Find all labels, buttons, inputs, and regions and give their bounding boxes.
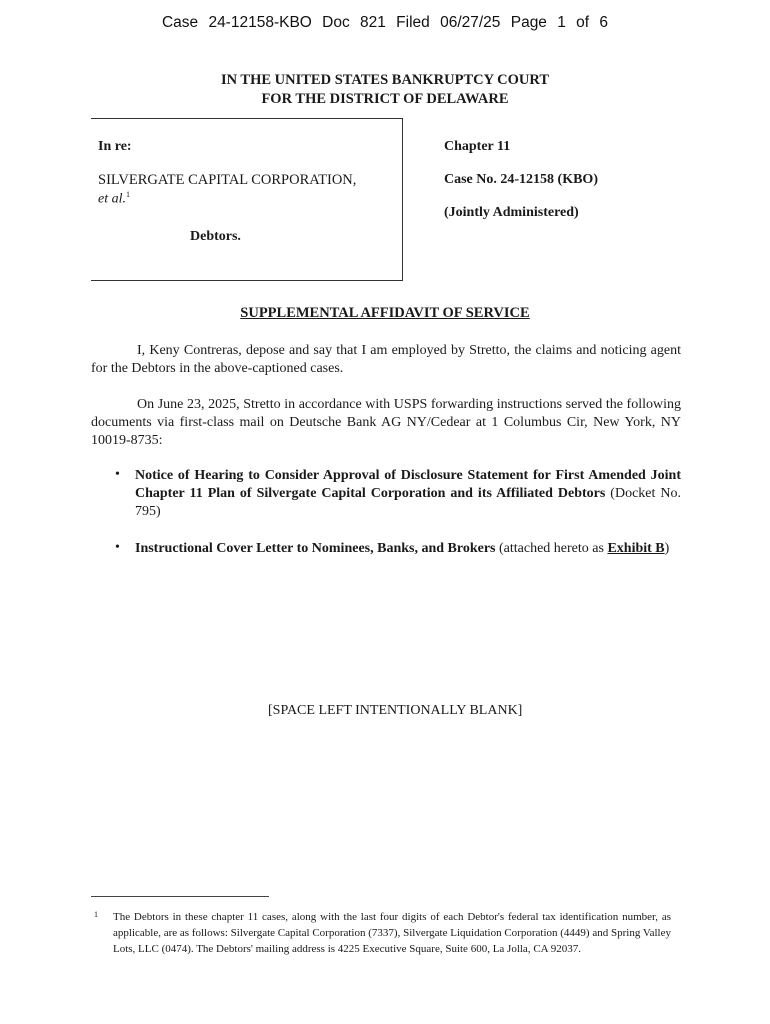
bullet-2-end: ) bbox=[664, 541, 670, 556]
footnote-separator bbox=[91, 896, 269, 897]
footnote-text: The Debtors in these chapter 11 cases, along with the last four digits of each Debtor's federal tax identification number, as applicable, are as follows: Silvergate Capital Corporation (7337), Silvergate Liquidation Corporation (4449) and Spring Valley Lots, LLC (0474). The Debtors' mailing address is 4225 Executive Square, Suite 600, La Jolla, CA 92037. bbox=[113, 911, 671, 955]
bullet-2-mid: (attached hereto as bbox=[495, 541, 608, 556]
debtor-name: SILVERGATE CAPITAL CORPORATION, bbox=[98, 172, 357, 188]
footnote-reference: 1 bbox=[126, 190, 130, 199]
bullet-1-bold: Notice of Hearing to Consider Approval of Disclosure Statement for First Amended Joint Chapter 11 Plan of Silvergate Capital Corporation and its Affiliated Debtors bbox=[135, 468, 681, 501]
space-left-blank-notice: [SPACE LEFT INTENTIONALLY BLANK] bbox=[268, 703, 523, 718]
bullet-2-marker: • bbox=[115, 540, 120, 555]
in-re-label: In re: bbox=[98, 139, 132, 154]
et-al-label: et al. bbox=[98, 191, 126, 207]
paragraph-service: On June 23, 2025, Stretto in accordance with USPS forwarding instructions served the following documents via first-class mail on Deutsche Bank AG NY/Cedear at 1 Columbus Cir, New York, NY 10019-8735: bbox=[91, 397, 681, 448]
bullet-1-docket: (Docket No. 795) bbox=[135, 486, 681, 519]
court-heading-line1: IN THE UNITED STATES BANKRUPTCY COURT bbox=[220, 72, 550, 88]
document-title: SUPPLEMENTAL AFFIDAVIT OF SERVICE bbox=[240, 305, 530, 321]
bullet-1-marker: • bbox=[115, 467, 120, 482]
case-header-stamp: Case 24-12158-KBO Doc 821 Filed 06/27/25 Page 1 of 6 bbox=[161, 14, 609, 31]
court-heading bbox=[0, 71, 770, 109]
bullet-2-text bbox=[135, 540, 681, 558]
bullet-1-text bbox=[135, 467, 681, 521]
jointly-administered-label: (Jointly Administered) bbox=[444, 205, 579, 220]
paragraph-declaration: I, Keny Contreras, depose and say that I am employed by Stretto, the claims and noticing agent for the Debtors in the above-captioned cases. bbox=[91, 343, 681, 376]
debtors-label: Debtors. bbox=[190, 229, 241, 244]
court-heading-line2: FOR THE DISTRICT OF DELAWARE bbox=[261, 91, 509, 107]
caption-box bbox=[91, 118, 403, 281]
chapter-label: Chapter 11 bbox=[444, 139, 511, 154]
et-al-text bbox=[98, 190, 130, 208]
exhibit-b-link[interactable]: Exhibit B bbox=[607, 541, 665, 556]
bullet-2-bold: Instructional Cover Letter to Nominees, Banks, and Brokers bbox=[135, 541, 496, 556]
case-number: Case No. 24-12158 (KBO) bbox=[444, 172, 598, 187]
footnote-mark: 1 bbox=[94, 910, 98, 919]
